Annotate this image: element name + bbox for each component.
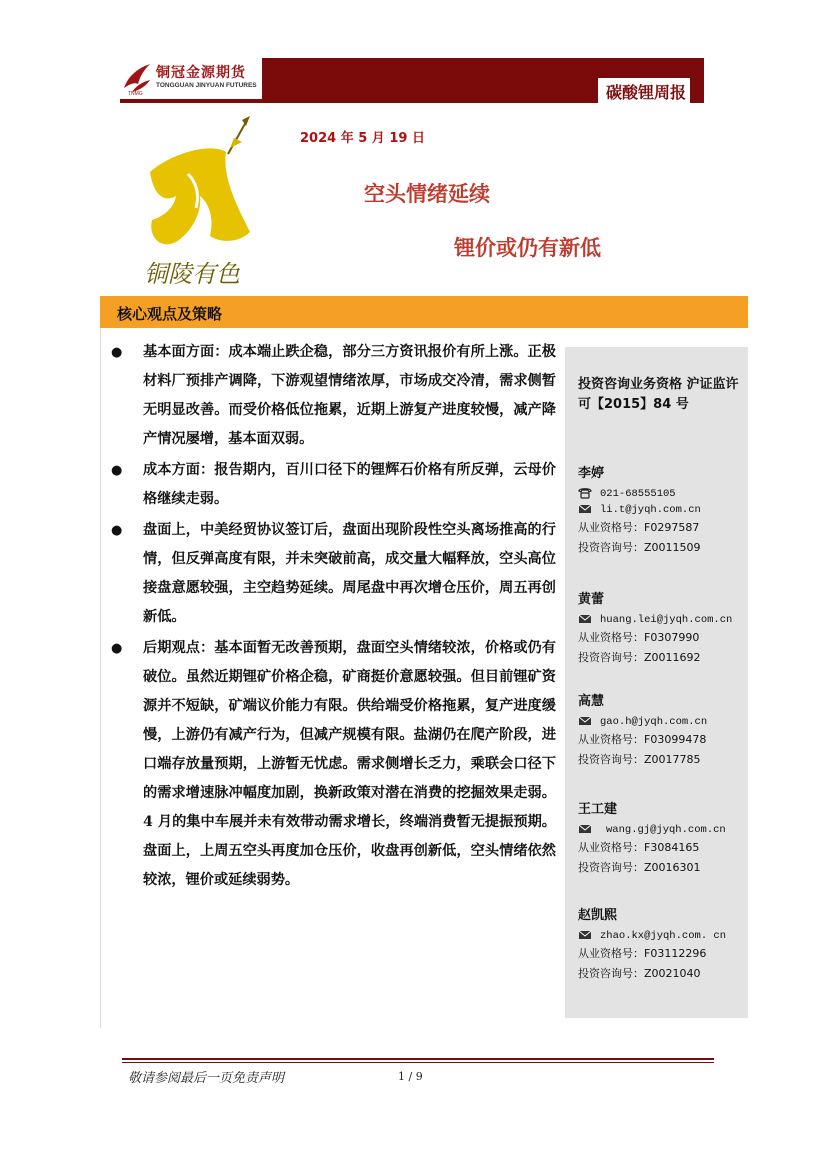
bullet-dot-icon: ●: [111, 345, 123, 360]
analyst-card: [578, 904, 748, 984]
analyst-card: [578, 462, 748, 558]
emblem-shape-icon: [150, 148, 250, 244]
core-views-list: [108, 338, 556, 897]
analyst-advisory: 投资咨询号：Z0011509: [578, 541, 701, 554]
bullet-text: 后期观点：基本面暂无改善预期，盘面空头情绪较浓，价格或仍有破位。虽然近期锂矿价格企稳，矿商挺价意愿较强。但目前锂矿资源并不短缺，矿端议价能力有限。供给端受价格拖累，复产进度缓慢，上游仍有减产行为，但减产规模有限。盐湖仍在爬产阶段，进口端存放量预期，上游暂无忧虑。需求侧增长乏力，乘联会口径下的需求增速脉冲幅度加剧，换新政策对潜在消费的挖掘效果走弱。4 月的集中车展并未有效带动需求增长，终端消费暂无提振预期。盘面上，上周五空头再度加仓压价，收盘再创新低，空头情绪依然较浓，锂价或延续弱势。: [143, 640, 556, 888]
bullet-text: 盘面上，中美经贸协议签订后，盘面出现阶段性空头离场推高的行情，但反弹高度有限，并未突破前高，成交量大幅释放，空头高位接盘意愿较强，主空趋势延续。周尾盘中再次增仓压价，周五再创新低。: [143, 522, 556, 625]
analyst-name: 高慧: [578, 694, 605, 709]
bullet-dot-icon: ●: [111, 641, 123, 656]
analyst-advisory: 投资咨询号：Z0016301: [578, 861, 701, 874]
analyst-name: 李婷: [578, 466, 605, 481]
analyst-advisory: 投资咨询号：Z0021040: [578, 967, 701, 980]
analyst-email[interactable]: wang.gj@jyqh.com.cn: [606, 824, 726, 836]
analyst-name: 王工建: [578, 802, 618, 817]
analyst-card: [578, 690, 748, 770]
phone-icon: [578, 486, 592, 500]
email-icon: [578, 502, 592, 516]
bullet-cost: [108, 456, 556, 514]
report-title-line2: 锂价或仍有新低: [454, 236, 601, 260]
analyst-cert: 从业资格号：F03099478: [578, 733, 707, 746]
analyst-phone[interactable]: 021-68555105: [600, 488, 676, 500]
analyst-phone-row: [578, 486, 748, 502]
report-type-label: 碳酸锂周报: [598, 78, 690, 105]
analyst-email[interactable]: huang.lei@jyqh.com.cn: [600, 614, 733, 626]
analyst-name: 黄蕾: [578, 592, 605, 607]
analyst-email[interactable]: li.t@jyqh.com.cn: [600, 504, 701, 516]
bullet-text: 基本面方面：成本端止跌企稳，部分三方资讯报价有所上涨。正极材料厂预排产调降，下游观望情绪浓厚，市场成交冷清，需求侧暂无明显改善。而受价格低位拖累，近期上游复产进度较慢，减产降产情况屡增，基本面双弱。: [143, 344, 556, 447]
email-icon: [578, 714, 592, 728]
footer-rule: [122, 1058, 714, 1060]
analyst-cert: 从业资格号：F3084165: [578, 841, 700, 854]
analyst-cert: 从业资格号：F03112296: [578, 947, 707, 960]
disclaimer-note: 敬请参阅最后一页免责声明: [128, 1071, 285, 1086]
analyst-advisory: 投资咨询号：Z0011692: [578, 651, 701, 664]
analyst-card: [578, 588, 748, 668]
analyst-email[interactable]: zhao.kx@jyqh.com. cn: [600, 930, 727, 942]
analyst-email-row: [578, 612, 748, 628]
bullet-dot-icon: ●: [111, 463, 123, 478]
qualification-text: 投资咨询业务资格 沪证监许可【2015】84 号: [578, 377, 739, 412]
footer-rule-thin: [122, 1062, 714, 1063]
analyst-name: 赵凯熙: [578, 908, 618, 923]
bullet-outlook: [108, 634, 556, 895]
bullet-dot-icon: ●: [111, 523, 123, 538]
emblem-calligraphy: 铜陵有色: [144, 260, 240, 288]
analyst-advisory: 投资咨询号：Z0017785: [578, 753, 701, 766]
analyst-card: [578, 798, 748, 878]
analyst-email[interactable]: gao.h@jyqh.com.cn: [600, 716, 708, 728]
email-icon: [578, 612, 592, 626]
left-margin-rule: [100, 328, 101, 1028]
email-icon: [578, 822, 592, 836]
email-icon: [578, 928, 592, 942]
analyst-email-row: [578, 928, 748, 944]
emblem-spear-icon: [228, 116, 250, 154]
page-number: 1 / 9: [398, 1070, 423, 1083]
analyst-email-row: [578, 714, 748, 730]
tongling-emblem-icon: [130, 112, 280, 297]
bullet-fundamentals: [108, 338, 556, 454]
analyst-cert: 从业资格号：F0297587: [578, 521, 700, 534]
report-title-line1: 空头情绪延续: [364, 182, 490, 206]
company-abbreviation: TNMG: [128, 91, 143, 97]
bullet-market: [108, 516, 556, 632]
company-name-cn: 铜冠金源期货: [156, 65, 246, 81]
report-date: 2024 年 5 月 19 日: [300, 131, 425, 146]
bullet-text: 成本方面：报告期内，百川口径下的锂辉石价格有所反弹，云母价格继续走弱。: [143, 462, 556, 507]
analyst-cert: 从业资格号：F0307990: [578, 631, 700, 644]
analyst-email-row: [578, 822, 748, 838]
section-title: 核心观点及策略: [117, 305, 223, 323]
company-name-en: TONGGUAN JINYUAN FUTURES: [156, 82, 257, 89]
analyst-email-row: [578, 502, 748, 518]
